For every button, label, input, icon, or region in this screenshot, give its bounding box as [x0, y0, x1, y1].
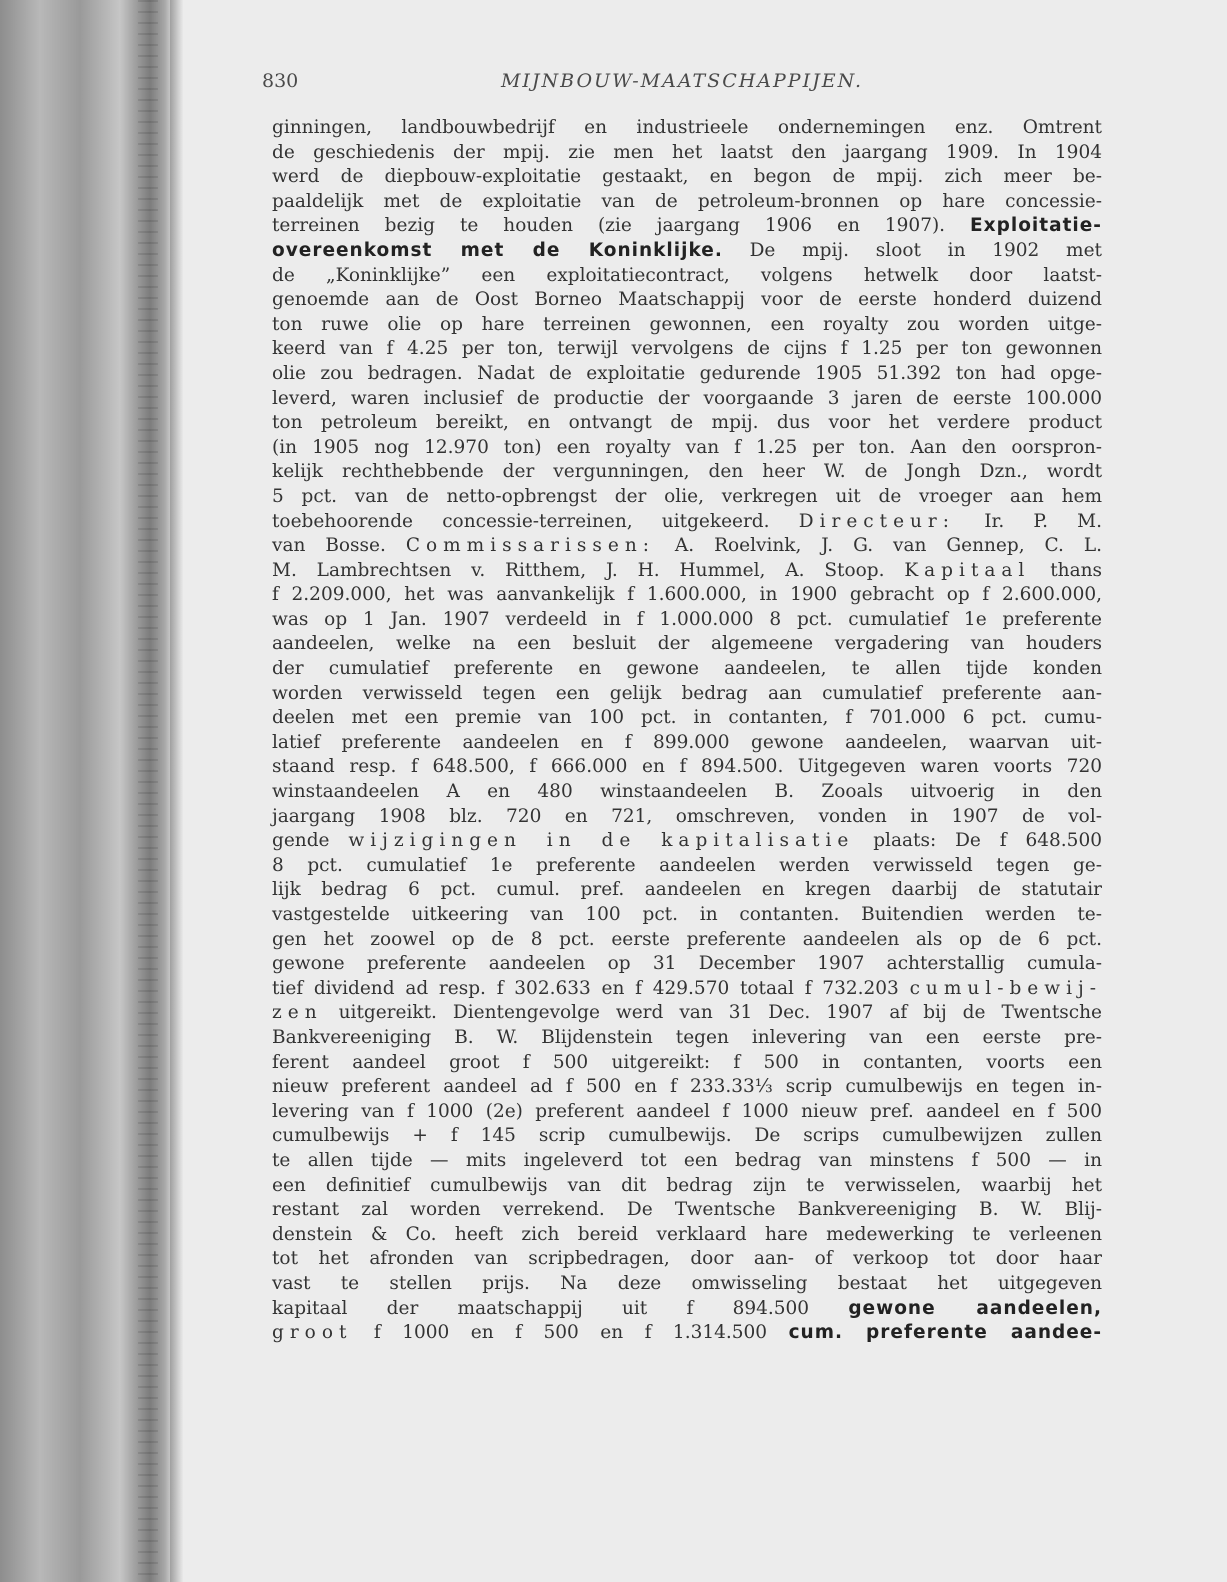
text-line	[272, 1223, 1102, 1248]
text-segment: jaargang 1908 blz. 720 en 721, omschreven, vonden in 1907 de vol-	[272, 805, 1102, 827]
text-segment: lijk bedrag 6 pct. cumul. pref. aandeelen en kregen daarbij de statutair	[272, 879, 1102, 901]
text-line	[272, 485, 1102, 510]
text-line	[272, 288, 1102, 313]
text-segment: genoemde aan de Oost Borneo Maatschappij voor de eerste honderd duizend	[272, 289, 1102, 311]
text-segment: A. Roelvink, J. G. van Gennep, C. L.	[654, 535, 1102, 557]
text-segment: de „Koninklijke” een exploitatiecontract, volgens hetwelk door laatst-	[272, 264, 1102, 286]
text-line	[272, 928, 1102, 953]
text-line	[272, 460, 1102, 485]
text-segment: de geschiedenis der mpij. zie men het laatst den jaargang 1909. In 1904	[272, 141, 1102, 163]
text-line	[272, 534, 1102, 559]
text-line	[272, 878, 1102, 903]
text-line	[272, 1026, 1102, 1051]
text-line	[272, 1100, 1102, 1125]
text-line	[272, 1247, 1102, 1272]
text-line	[272, 1198, 1102, 1223]
spaced-term: zen	[272, 1002, 323, 1024]
text-segment: gewone preferente aandeelen op 31 December 1907 achterstallig cumula-	[272, 953, 1102, 975]
text-segment: worden verwisseld tegen een gelijk bedrag aan cumulatief preferente aan-	[272, 682, 1102, 704]
spaced-term: Kapitaal	[904, 559, 1031, 581]
text-segment: Ir. P. M.	[955, 510, 1102, 532]
bold-heading: overeenkomst met de Koninklijke.	[272, 239, 723, 261]
text-segment: was op 1 Jan. 1907 verdeeld in f 1.000.000 8 pct. cumulatief 1e preferente	[272, 608, 1102, 630]
text-line	[272, 264, 1102, 289]
text-line	[272, 362, 1102, 387]
text-line	[272, 387, 1102, 412]
text-line	[272, 1174, 1102, 1199]
text-segment: vastgestelde uitkeering van 100 pct. in contanten. Buitendien werden te-	[272, 904, 1102, 925]
text-segment: ton ruwe olie op hare terreinen gewonnen, een royalty zou worden uitge-	[272, 313, 1102, 335]
text-segment: nieuw preferent aandeel ad f 500 en f 233.33⅓ scrip cumulbewijs en tegen in-	[272, 1076, 1102, 1098]
text-line	[272, 190, 1102, 215]
text-line	[272, 682, 1102, 707]
text-line	[272, 214, 1102, 239]
text-segment: ton petroleum bereikt, en ontvangt de mpij. dus voor het verdere product	[272, 412, 1102, 434]
text-line	[272, 1051, 1102, 1076]
text-line	[272, 239, 1102, 264]
text-line	[272, 780, 1102, 805]
text-line	[272, 706, 1102, 731]
text-line	[272, 608, 1102, 633]
text-line	[272, 313, 1102, 338]
text-segment: leverd, waren inclusief de productie der voorgaande 3 jaren de eerste 100.000	[272, 387, 1102, 409]
text-segment: van Bosse.	[272, 535, 406, 557]
running-head: MIJNBOUW-MAATSCHAPPIJEN.	[500, 70, 864, 92]
text-line	[272, 436, 1102, 461]
spaced-term: cumul-bewij-	[909, 977, 1102, 999]
text-line	[272, 141, 1102, 166]
text-line	[272, 337, 1102, 362]
text-segment: 5 pct. van de netto-opbrengst der olie, verkregen uit de vroeger aan hem	[272, 485, 1102, 507]
text-segment: een definitief cumulbewijs van dit bedrag zijn te verwisselen, waarbij het	[272, 1174, 1102, 1196]
text-segment: denstein & Co. heeft zich bereid verklaard hare medewerking te verleenen	[272, 1223, 1102, 1245]
text-line	[272, 1321, 1102, 1346]
text-segment: toebehoorende concessie-terreinen, uitgekeerd.	[272, 510, 799, 532]
text-line	[272, 583, 1102, 608]
text-segment: te allen tijde — mits ingeleverd tot een bedrag van minstens f 500 — in	[272, 1149, 1102, 1171]
text-line	[272, 1124, 1102, 1149]
text-line	[272, 1297, 1102, 1322]
text-line	[272, 805, 1102, 830]
text-segment: tot het afronden van scripbedragen, door aan- of verkoop tot door haar	[272, 1248, 1102, 1270]
text-segment: gende	[272, 830, 349, 852]
text-segment: vast te stellen prijs. Na deze omwisseling bestaat het uitgegeven	[272, 1272, 1102, 1294]
spaced-term: groot	[272, 1322, 353, 1344]
bold-heading: cum. preferente aandee-	[788, 1322, 1102, 1344]
text-line	[272, 1075, 1102, 1100]
text-segment: staand resp. f 648.500, f 666.000 en f 894.500. Uitgegeven waren voorts 720	[272, 756, 1102, 778]
text-line	[272, 731, 1102, 756]
text-line	[272, 411, 1102, 436]
book-spine	[0, 0, 175, 1582]
text-segment: terreinen bezig te houden (zie jaargang 1906 en 1907).	[272, 215, 971, 237]
text-line	[272, 632, 1102, 657]
text-segment: ferent aandeel groot f 500 uitgereikt: f 500 in contanten, voorts een	[272, 1051, 1102, 1073]
text-segment: plaats: De f 648.500	[854, 830, 1102, 852]
text-line	[272, 165, 1102, 190]
bold-heading: Exploitatie-	[970, 215, 1102, 237]
text-segment: f 1000 en f 500 en f 1.314.500	[352, 1322, 789, 1344]
text-segment: Bankvereeniging B. W. Blijdenstein tegen inlevering van een eerste pre-	[272, 1026, 1102, 1048]
text-segment: deelen met een premie van 100 pct. in contanten, f 701.000 6 pct. cumu-	[272, 707, 1102, 729]
body-text	[272, 116, 1102, 1346]
spaced-term: Commissarissen:	[405, 535, 655, 557]
text-segment: olie zou bedragen. Nadat de exploitatie gedurende 1905 51.392 ton had opge-	[272, 362, 1102, 384]
text-line	[272, 1272, 1102, 1297]
text-line	[272, 1001, 1102, 1026]
text-segment: restant zal worden verrekend. De Twentsche Bankvereeniging B. W. Blij-	[272, 1199, 1102, 1221]
text-line	[272, 510, 1102, 535]
text-segment: aandeelen, welke na een besluit der algemeene vergadering van houders	[272, 633, 1102, 655]
text-segment: werd de diepbouw-exploitatie gestaakt, en begon de mpij. zich meer be-	[272, 166, 1102, 188]
text-line	[272, 657, 1102, 682]
text-segment: kelijk rechthebbende der vergunningen, den heer W. de Jongh Dzn., wordt	[272, 461, 1102, 483]
text-segment: levering van f 1000 (2e) preferent aandeel f 1000 nieuw pref. aandeel en f 500	[272, 1100, 1102, 1122]
page-number: 830	[262, 70, 299, 92]
text-segment: 8 pct. cumulatief 1e preferente aandeelen werden verwisseld tegen ge-	[272, 854, 1102, 876]
text-segment: ginningen, landbouwbedrijf en industrieele ondernemingen enz. Omtrent	[272, 117, 1102, 138]
text-segment: paaldelijk met de exploitatie van de petroleum-bronnen op hare concessie-	[272, 190, 1102, 212]
text-line	[272, 116, 1102, 141]
text-segment: gen het zoowel op de 8 pct. eerste preferente aandeelen als op de 6 pct.	[272, 928, 1102, 950]
text-line	[272, 977, 1102, 1002]
text-segment: uitgereikt. Dientengevolge werd van 31 Dec. 1907 af bij de Twentsche	[322, 1002, 1102, 1024]
text-segment: M. Lambrechtsen v. Ritthem, J. H. Hummel, A. Stoop.	[272, 559, 905, 581]
text-segment: kapitaal der maatschappij uit f 894.500	[272, 1297, 849, 1319]
spaced-term: Directeur:	[798, 510, 956, 532]
text-segment: latief preferente aandeelen en f 899.000 gewone aandeelen, waarvan uit-	[272, 731, 1102, 753]
page-edge	[170, 0, 184, 1582]
text-segment: f 2.209.000, het was aanvankelijk f 1.600.000, in 1900 gebracht op f 2.600.000,	[272, 584, 1102, 606]
text-line	[272, 903, 1102, 928]
text-segment: (in 1905 nog 12.970 ton) een royalty van f 1.25 per ton. Aan den oorspron-	[272, 436, 1102, 458]
text-segment: winstaandeelen A en 480 winstaandeelen B. Zooals uitvoerig in den	[272, 781, 1102, 803]
text-line	[272, 854, 1102, 879]
text-segment: tief dividend ad resp. f 302.633 en f 429.570 totaal f 732.203	[272, 977, 910, 999]
text-segment: De mpij. sloot in 1902 met	[722, 239, 1102, 261]
page-header	[262, 70, 1102, 100]
text-line	[272, 952, 1102, 977]
text-line	[272, 559, 1102, 584]
text-segment: thans	[1030, 559, 1103, 581]
text-segment: keerd van f 4.25 per ton, terwijl vervolgens de cijns f 1.25 per ton gewonnen	[272, 338, 1102, 360]
text-line	[272, 755, 1102, 780]
text-line	[272, 1149, 1102, 1174]
text-segment: cumulbewijs + f 145 scrip cumulbewijs. De scrips cumulbewijzen zullen	[272, 1125, 1102, 1147]
bold-heading: gewone aandeelen,	[848, 1297, 1102, 1319]
text-line	[272, 829, 1102, 854]
text-segment: der cumulatief preferente en gewone aandeelen, te allen tijde konden	[272, 658, 1102, 680]
spaced-term: wijzigingen in de kapitalisatie	[348, 830, 855, 852]
